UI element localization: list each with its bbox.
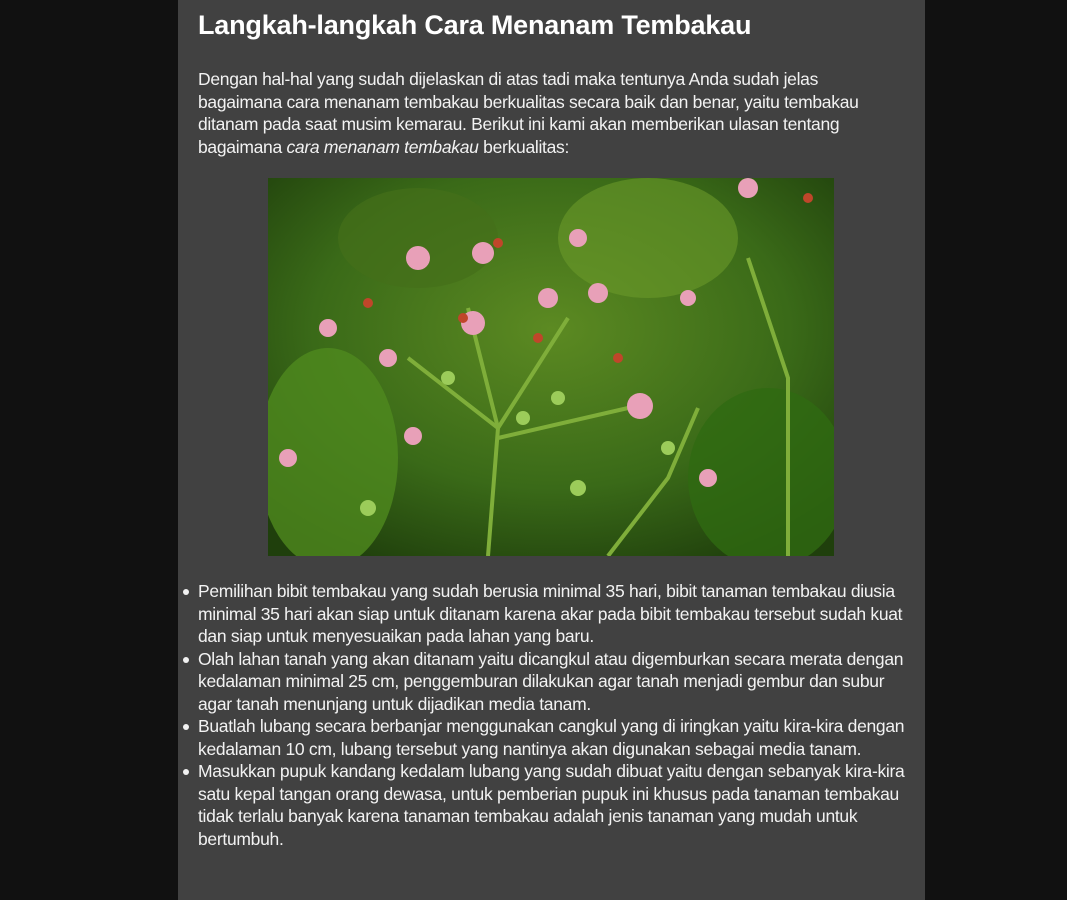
intro-emphasis: cara menanam tembakau	[286, 136, 479, 157]
intro-paragraph	[198, 68, 898, 158]
list-item: Olah lahan tanah yang akan ditanam yaitu dicangkul atau digemburkan secara merata dengan kedalaman minimal 25 cm, penggemburan dilakukan agar tanah menjadi gembur dan subur agar tanah menunjang untuk dijadikan media tanam.	[198, 648, 913, 716]
list-item: Pemilihan bibit tembakau yang sudah berusia minimal 35 hari, bibit tanaman tembakau diusia minimal 35 hari akan siap untuk ditanam karena akar pada bibit tembakau tersebut sudah kuat dan siap untuk menyesuaikan pada lahan yang baru.	[198, 580, 913, 648]
tobacco-flower-photo	[268, 178, 834, 556]
list-item: Buatlah lubang secara berbanjar menggunakan cangkul yang di iringkan yaitu kira-kira dengan kedalaman 10 cm, lubang tersebut yang nantinya akan digunakan sebagai media tanam.	[198, 715, 913, 760]
article-title: Langkah-langkah Cara Menanam Tembakau	[198, 10, 752, 40]
article-panel	[178, 0, 925, 900]
planting-steps-list	[198, 580, 913, 850]
intro-text: Dengan hal-hal yang sudah dijelaskan di atas tadi maka tentunya Anda sudah jelas bagaimana cara menanam tembakau berkualitas secara baik dan benar, yaitu tembakau ditanam pada saat musim kemarau. Berikut ini kami akan memberikan ulasan tentang bagaimana	[198, 69, 859, 157]
intro-text-end: berkualitas:	[478, 136, 570, 157]
list-item: Masukkan pupuk kandang kedalam lubang yang sudah dibuat yaitu dengan sebanyak kira-kira satu kepal tangan orang dewasa, untuk pemberian pupuk ini khusus pada tanaman tembakau tidak terlalu banyak karena tanaman tembakau adalah jenis tanaman yang mudah untuk bertumbuh.	[198, 760, 913, 850]
